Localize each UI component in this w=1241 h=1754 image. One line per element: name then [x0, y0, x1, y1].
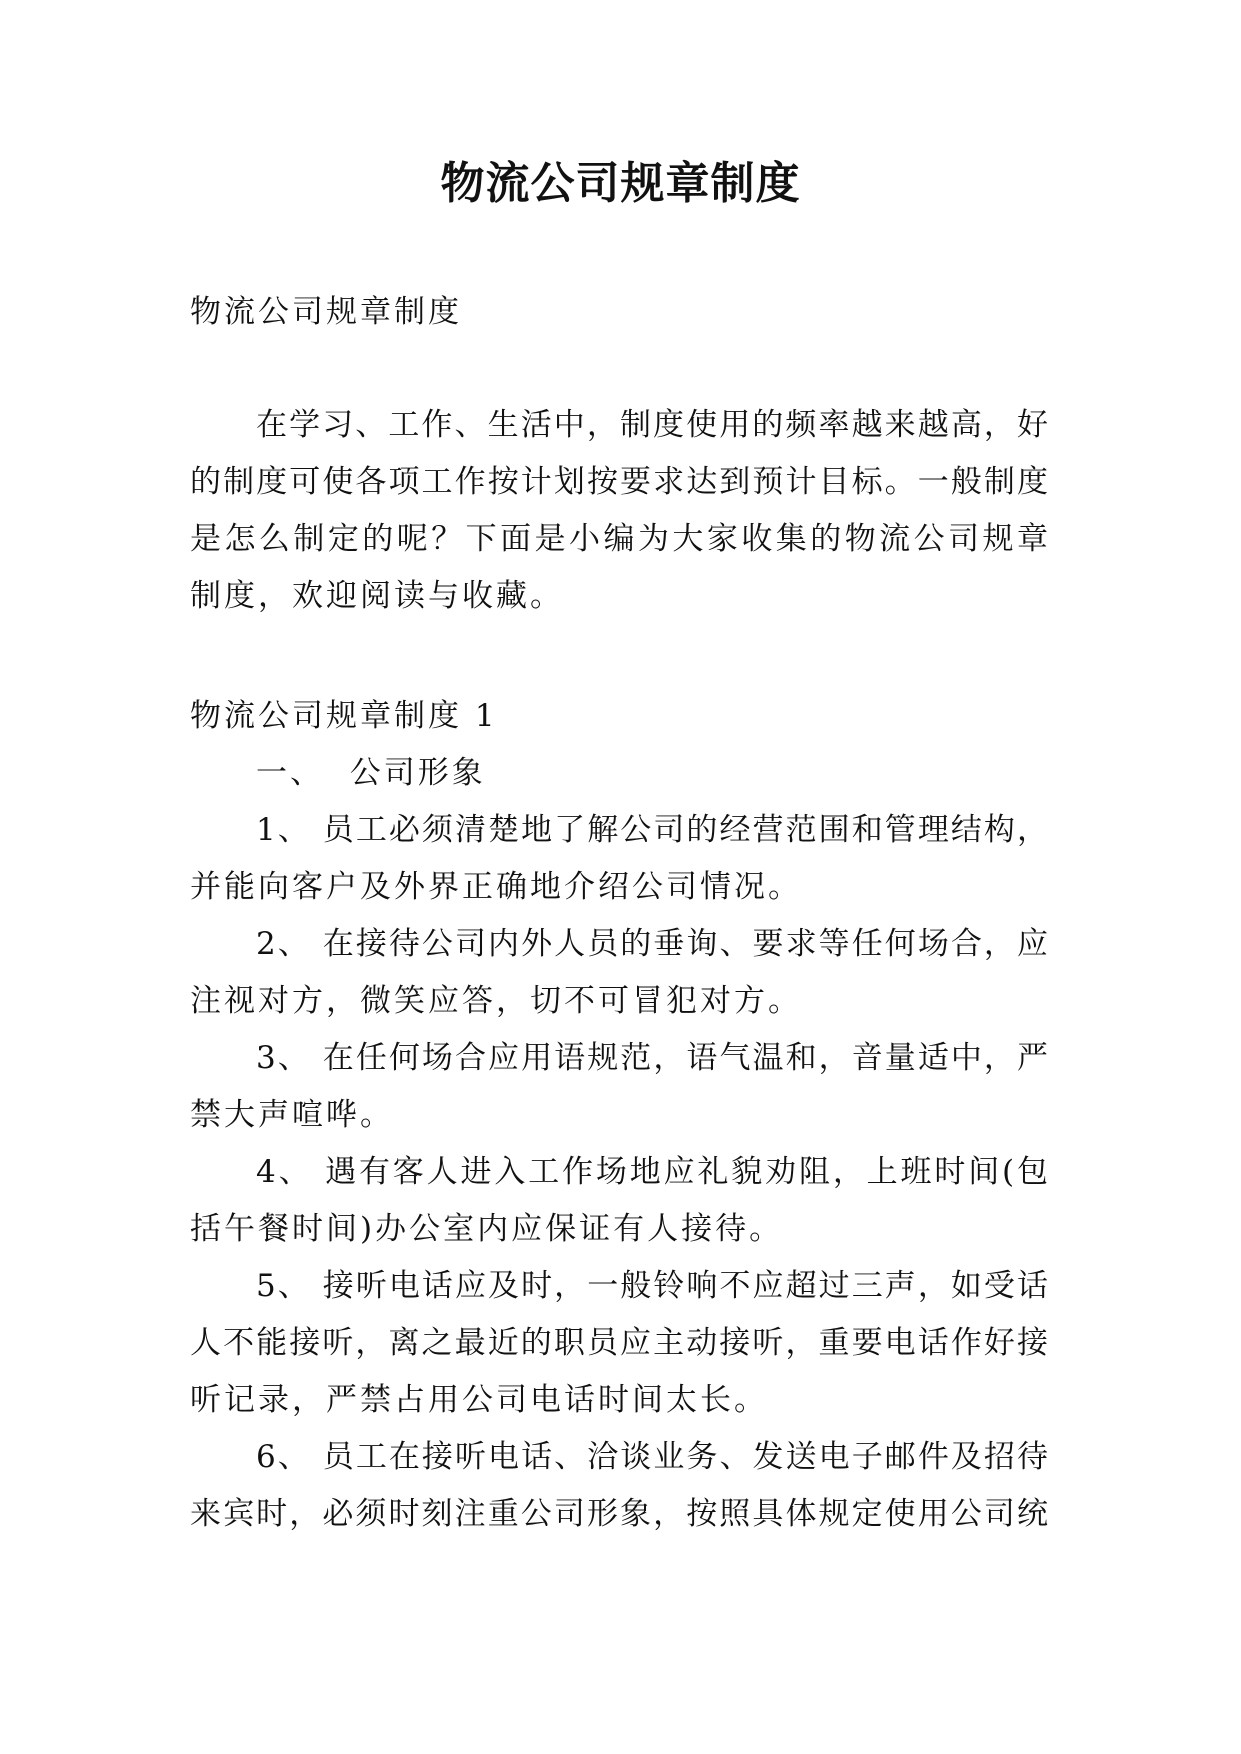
intro-line-4: 制度，欢迎阅读与收藏。 [190, 578, 564, 614]
item-1-line-2: 并能向客户及外界正确地介绍公司情况。 [190, 869, 802, 905]
item-1-line-1: 1、 员工必须清楚地了解公司的经营范围和管理结构， [256, 812, 1048, 848]
section-heading: 物流公司规章制度 1 [190, 698, 498, 734]
item-2-line-1: 2、 在接待公司内外人员的垂询、要求等任何场合，应 [256, 926, 1048, 962]
intro-line-2: 的制度可使各项工作按计划按要求达到预计目标。一般制度 [190, 464, 1048, 500]
item-3-line-1: 3、 在任何场合应用语规范，语气温和，音量适中，严 [256, 1040, 1048, 1076]
document-subtitle: 物流公司规章制度 [190, 294, 462, 330]
intro-line-3: 是怎么制定的呢？下面是小编为大家收集的物流公司规章 [190, 521, 1048, 557]
intro-line-1: 在学习、工作、生活中，制度使用的频率越来越高，好 [256, 407, 1048, 443]
item-5-line-1: 5、 接听电话应及时，一般铃响不应超过三声，如受话 [256, 1268, 1048, 1304]
subsection-heading: 一、 公司形象 [256, 755, 486, 791]
item-4-line-1: 4、 遇有客人进入工作场地应礼貌劝阻，上班时间(包 [256, 1154, 1048, 1190]
item-6-line-1: 6、 员工在接听电话、洽谈业务、发送电子邮件及招待 [256, 1439, 1048, 1475]
item-2-line-2: 注视对方，微笑应答，切不可冒犯对方。 [190, 983, 802, 1019]
item-3-line-2: 禁大声喧哗。 [190, 1097, 394, 1133]
item-5-line-2: 人不能接听，离之最近的职员应主动接听，重要电话作好接 [190, 1325, 1048, 1361]
item-4-line-2: 括午餐时间)办公室内应保证有人接待。 [190, 1211, 784, 1247]
item-6-line-2: 来宾时，必须时刻注重公司形象，按照具体规定使用公司统 [190, 1496, 1048, 1532]
document-title: 物流公司规章制度 [440, 158, 801, 209]
item-5-line-3: 听记录，严禁占用公司电话时间太长。 [190, 1382, 768, 1418]
